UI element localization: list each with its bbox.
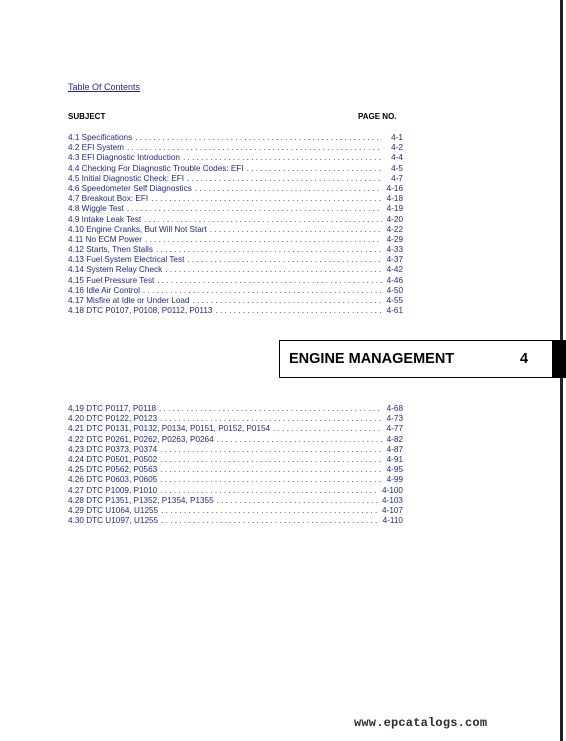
toc-entry[interactable]: [68, 215, 403, 225]
toc-entry-title: 4.8 Wiggle Test: [68, 204, 124, 214]
toc-list-first: [68, 133, 403, 316]
dot-leader: [157, 276, 382, 286]
toc-entry[interactable]: [68, 153, 403, 163]
subject-header: SUBJECT: [68, 112, 106, 121]
toc-entry-title: 4.19 DTC P0117, P0118: [68, 404, 156, 413]
dot-leader: [144, 215, 382, 225]
toc-entry[interactable]: [68, 184, 403, 194]
dot-leader: [183, 153, 382, 163]
toc-entry[interactable]: [68, 174, 403, 184]
page-number-header: PAGE NO.: [358, 112, 397, 121]
toc-entry-page: 4-42: [386, 265, 403, 275]
toc-entry-title: 4.1 Specifications: [68, 133, 133, 142]
dot-leader: [210, 225, 382, 235]
toc-entry[interactable]: [68, 506, 403, 516]
section-number: 4: [520, 351, 529, 367]
dot-leader: [193, 296, 382, 306]
dot-leader: [127, 204, 382, 214]
toc-entry-page: 4-100: [382, 485, 403, 495]
toc-entry-page: 4-19: [386, 204, 403, 214]
toc-entry[interactable]: [68, 404, 403, 414]
dot-leader: [160, 465, 382, 475]
section-box: [279, 340, 553, 378]
toc-entry[interactable]: [68, 496, 403, 506]
toc-entry-title: 4.15 Fuel Pressure Test: [68, 275, 155, 285]
toc-entry-title: 4.23 DTC P0373, P0374: [68, 444, 158, 454]
toc-entry[interactable]: [68, 486, 403, 496]
toc-entry-page: 4-7: [391, 173, 403, 183]
toc-entry-page: 4-55: [386, 296, 403, 305]
toc-entry[interactable]: [68, 255, 403, 265]
toc-entry[interactable]: [68, 133, 403, 143]
toc-entry-title: 4.9 Intake Leak Test: [68, 214, 142, 224]
toc-entry-title: 4.5 Initial Diagnostic Check: EFI: [68, 173, 185, 183]
toc-entry-page: 4-46: [386, 275, 403, 285]
toc-entry-page: 4-1: [391, 133, 403, 142]
toc-entry-title: 4.21 DTC P0131, P0132, P0134, P0151, P0152, P0154: [68, 424, 271, 434]
watermark-url: www.epcatalogs.com: [354, 716, 488, 730]
dot-leader: [195, 184, 382, 194]
section-title: ENGINE MANAGEMENT: [289, 351, 455, 367]
toc-entry[interactable]: [68, 516, 403, 526]
toc-entry-title: 4.14 System Relay Check: [68, 265, 163, 275]
dot-leader: [187, 255, 382, 265]
toc-entry-page: 4-37: [386, 255, 403, 265]
section-tab-marker: [553, 340, 566, 378]
dot-leader: [127, 143, 382, 153]
dot-leader: [217, 496, 379, 506]
dot-leader: [135, 133, 382, 143]
dot-leader: [143, 286, 382, 296]
toc-entry-page: 4-107: [382, 505, 403, 515]
toc-entry-title: 4.30 DTC U1097, U1255: [68, 516, 159, 526]
toc-entry-title: 4.18 DTC P0107, P0108, P0112, P0113: [68, 306, 213, 316]
toc-entry-page: 4-77: [386, 424, 403, 434]
table-of-contents-link[interactable]: Table Of Contents: [68, 82, 141, 92]
toc-entry[interactable]: [68, 194, 403, 204]
toc-entry-page: 4-20: [386, 214, 403, 224]
toc-entry[interactable]: [68, 296, 403, 306]
toc-entry[interactable]: [68, 445, 403, 455]
toc-entry-title: 4.22 DTC P0261, P0262, P0263, P0264: [68, 434, 214, 444]
toc-entry[interactable]: [68, 265, 403, 275]
toc-entry-page: 4-91: [386, 454, 403, 464]
dot-leader: [159, 404, 382, 414]
toc-entry[interactable]: [68, 204, 403, 214]
dot-leader: [161, 506, 379, 516]
toc-entry[interactable]: [68, 164, 403, 174]
dot-leader: [160, 414, 382, 424]
dot-leader: [160, 475, 382, 485]
dot-leader: [160, 486, 379, 496]
toc-entry[interactable]: [68, 455, 403, 465]
dot-leader: [247, 164, 382, 174]
toc-entry-title: 4.16 Idle Air Control: [68, 285, 140, 295]
toc-entry[interactable]: [68, 435, 403, 445]
toc-entry-page: 4-50: [386, 285, 403, 295]
toc-entry[interactable]: [68, 475, 403, 485]
toc-entry[interactable]: [68, 143, 403, 153]
toc-entry-page: 4-29: [386, 234, 403, 244]
dot-leader: [156, 245, 382, 255]
toc-entry-page: 4-4: [391, 153, 403, 163]
toc-entry-page: 4-5: [391, 163, 403, 173]
toc-entry-title: 4.17 Misfire at Idle or Under Load: [68, 296, 190, 305]
toc-entry-title: 4.6 Speedometer Self Diagnostics: [68, 183, 192, 193]
toc-entry-title: 4.10 Engine Cranks, But Will Not Start: [68, 224, 207, 234]
toc-list-second: [68, 404, 403, 526]
toc-entry-title: 4.3 EFI Diagnostic Introduction: [68, 153, 180, 163]
toc-entry[interactable]: [68, 235, 403, 245]
toc-entry-page: 4-87: [386, 444, 403, 454]
toc-entry-title: 4.25 DTC P0562, P0563: [68, 465, 158, 475]
toc-entry-title: 4.29 DTC U1064, U1255: [68, 505, 159, 515]
dot-leader: [145, 235, 382, 245]
dot-leader: [165, 265, 382, 275]
toc-entry-page: 4-33: [386, 245, 403, 255]
dot-leader: [151, 194, 382, 204]
toc-entry-title: 4.20 DTC P0122, P0123: [68, 414, 158, 424]
dot-leader: [217, 435, 382, 445]
toc-entry[interactable]: [68, 225, 403, 235]
toc-entry-page: 4-95: [386, 465, 403, 475]
dot-leader: [161, 516, 380, 526]
toc-entry-title: 4.7 Breakout Box: EFI: [68, 194, 149, 204]
toc-entry-page: 4-99: [386, 475, 403, 485]
toc-entry-page: 4-103: [382, 495, 403, 505]
dot-leader: [215, 306, 382, 316]
toc-entry-title: 4.4 Checking For Diagnostic Trouble Codes: EFI: [68, 163, 244, 173]
toc-entry-page: 4-82: [386, 434, 403, 444]
toc-entry-page: 4-110: [382, 516, 403, 526]
toc-entry-title: 4.24 DTC P0501, P0502: [68, 454, 158, 464]
toc-entry[interactable]: [68, 414, 403, 424]
toc-entry-title: 4.26 DTC P0603, P0605: [68, 475, 158, 485]
toc-entry-page: 4-68: [386, 404, 403, 413]
toc-entry[interactable]: [68, 306, 403, 316]
toc-entry[interactable]: [68, 465, 403, 475]
toc-entry-page: 4-22: [386, 224, 403, 234]
toc-entry-title: 4.12 Starts, Then Stalls: [68, 245, 153, 255]
toc-entry[interactable]: [68, 424, 403, 434]
toc-entry-title: 4.2 EFI System: [68, 143, 124, 153]
toc-entry-page: 4-16: [386, 183, 403, 193]
toc-entry-title: 4.11 No ECM Power: [68, 234, 143, 244]
toc-entry-page: 4-2: [391, 143, 403, 153]
toc-entry-page: 4-73: [386, 414, 403, 424]
toc-entry-title: 4.28 DTC P1351, P1352, P1354, P1355: [68, 495, 214, 505]
dot-leader: [273, 424, 382, 434]
toc-entry[interactable]: [68, 245, 403, 255]
toc-entry-page: 4-61: [386, 306, 403, 316]
toc-entry-title: 4.27 DTC P1009, P1010: [68, 485, 158, 495]
toc-entry-title: 4.13 Fuel System Electrical Test: [68, 255, 185, 265]
toc-entry[interactable]: [68, 276, 403, 286]
dot-leader: [187, 174, 382, 184]
toc-entry[interactable]: [68, 286, 403, 296]
toc-entry-page: 4-18: [386, 194, 403, 204]
dot-leader: [160, 455, 382, 465]
dot-leader: [160, 445, 382, 455]
